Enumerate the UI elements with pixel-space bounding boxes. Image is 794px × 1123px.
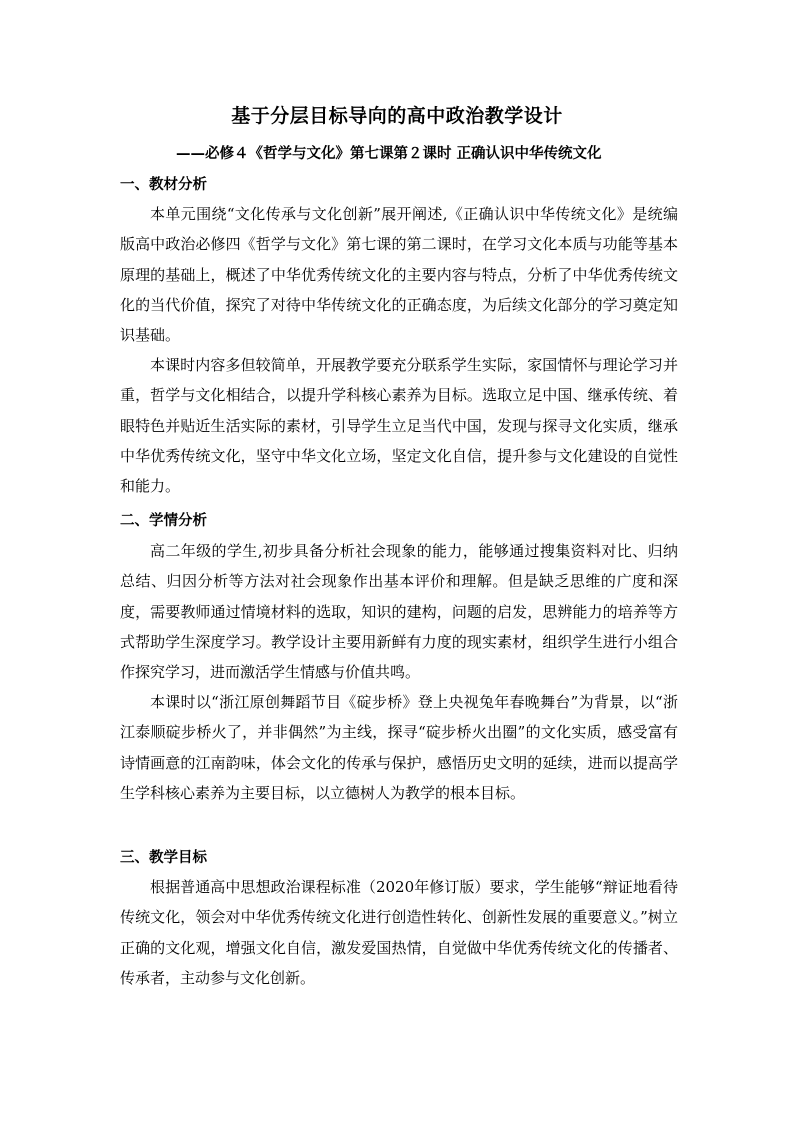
- paragraph-teaching-objectives-1: 根据普通高中思想政治课程标准（2020年修订版）要求，学生能够“辩证地看待传统文化，领会对中华优秀传统文化进行创造性转化、创新性发展的重要意义。”树立正确的文化观，增强文化自信，激发爱国热情，自觉做中华优秀传统文化的传播者、传承者，主动参与文化创新。: [120, 878, 678, 987]
- paragraph-student-analysis-2: 本课时以“浙江原创舞蹈节目《碇步桥》登上央视兔年春晚舞台”为背景，以“浙江泰顺碇步桥火了，并非偶然”为主线，探寻“碇步桥火出圈”的文化实质，感受富有诗情画意的江南韵味，体会文化的传承与保护，感悟历史文明的延续，进而以提高学生学科核心素养为主要目标，以立德树人为教学的根本目标。: [120, 693, 678, 802]
- section-heading-student-analysis: 二、学情分析: [120, 513, 207, 529]
- paragraph-textbook-analysis-2: 本课时内容多但较简单，开展教学要充分联系学生实际，家国情怀与理论学习并重，哲学与文化相结合，以提升学科核心素养为目标。选取立足中国、继承传统、着眼特色并贴近生活实际的素材，引导学生立足当代中国，发现与探寻文化实质，继承中华优秀传统文化，坚守中华文化立场，坚定文化自信，提升参与文化建设的自觉性和能力。: [120, 356, 678, 496]
- paragraph-textbook-analysis-1: 本单元围绕“文化传承与文化创新”展开阐述,《正确认识中华传统文化》是统编版高中政治必修四《哲学与文化》第七课的第二课时，在学习文化本质与功能等基本原理的基础上，概述了中华优秀传统文化的主要内容与特点，分析了中华优秀传统文化的当代价值，探究了对待中华传统文化的正确态度，为后续文化部分的学习奠定知识基础。: [120, 205, 678, 345]
- section-heading-teaching-objectives: 三、教学目标: [120, 850, 207, 866]
- section-heading-textbook-analysis: 一、教材分析: [120, 177, 207, 193]
- document-subtitle: ——必修４《哲学与文化》第七课第２课时 正确认识中华传统文化: [176, 146, 602, 162]
- document-title: 基于分层目标导向的高中政治教学设计: [231, 105, 563, 127]
- paragraph-student-analysis-1: 高二年级的学生,初步具备分析社会现象的能力，能够通过搜集资料对比、归纳总结、归因分析等方法对社会现象作出基本评价和理解。但是缺乏思维的广度和深度，需要教师通过情境材料的选取，知识的建构，问题的启发，思辨能力的培养等方式帮助学生深度学习。教学设计主要用新鲜有力度的现实素材，组织学生进行小组合作探究学习，进而激活学生情感与价值共鸣。: [120, 542, 678, 682]
